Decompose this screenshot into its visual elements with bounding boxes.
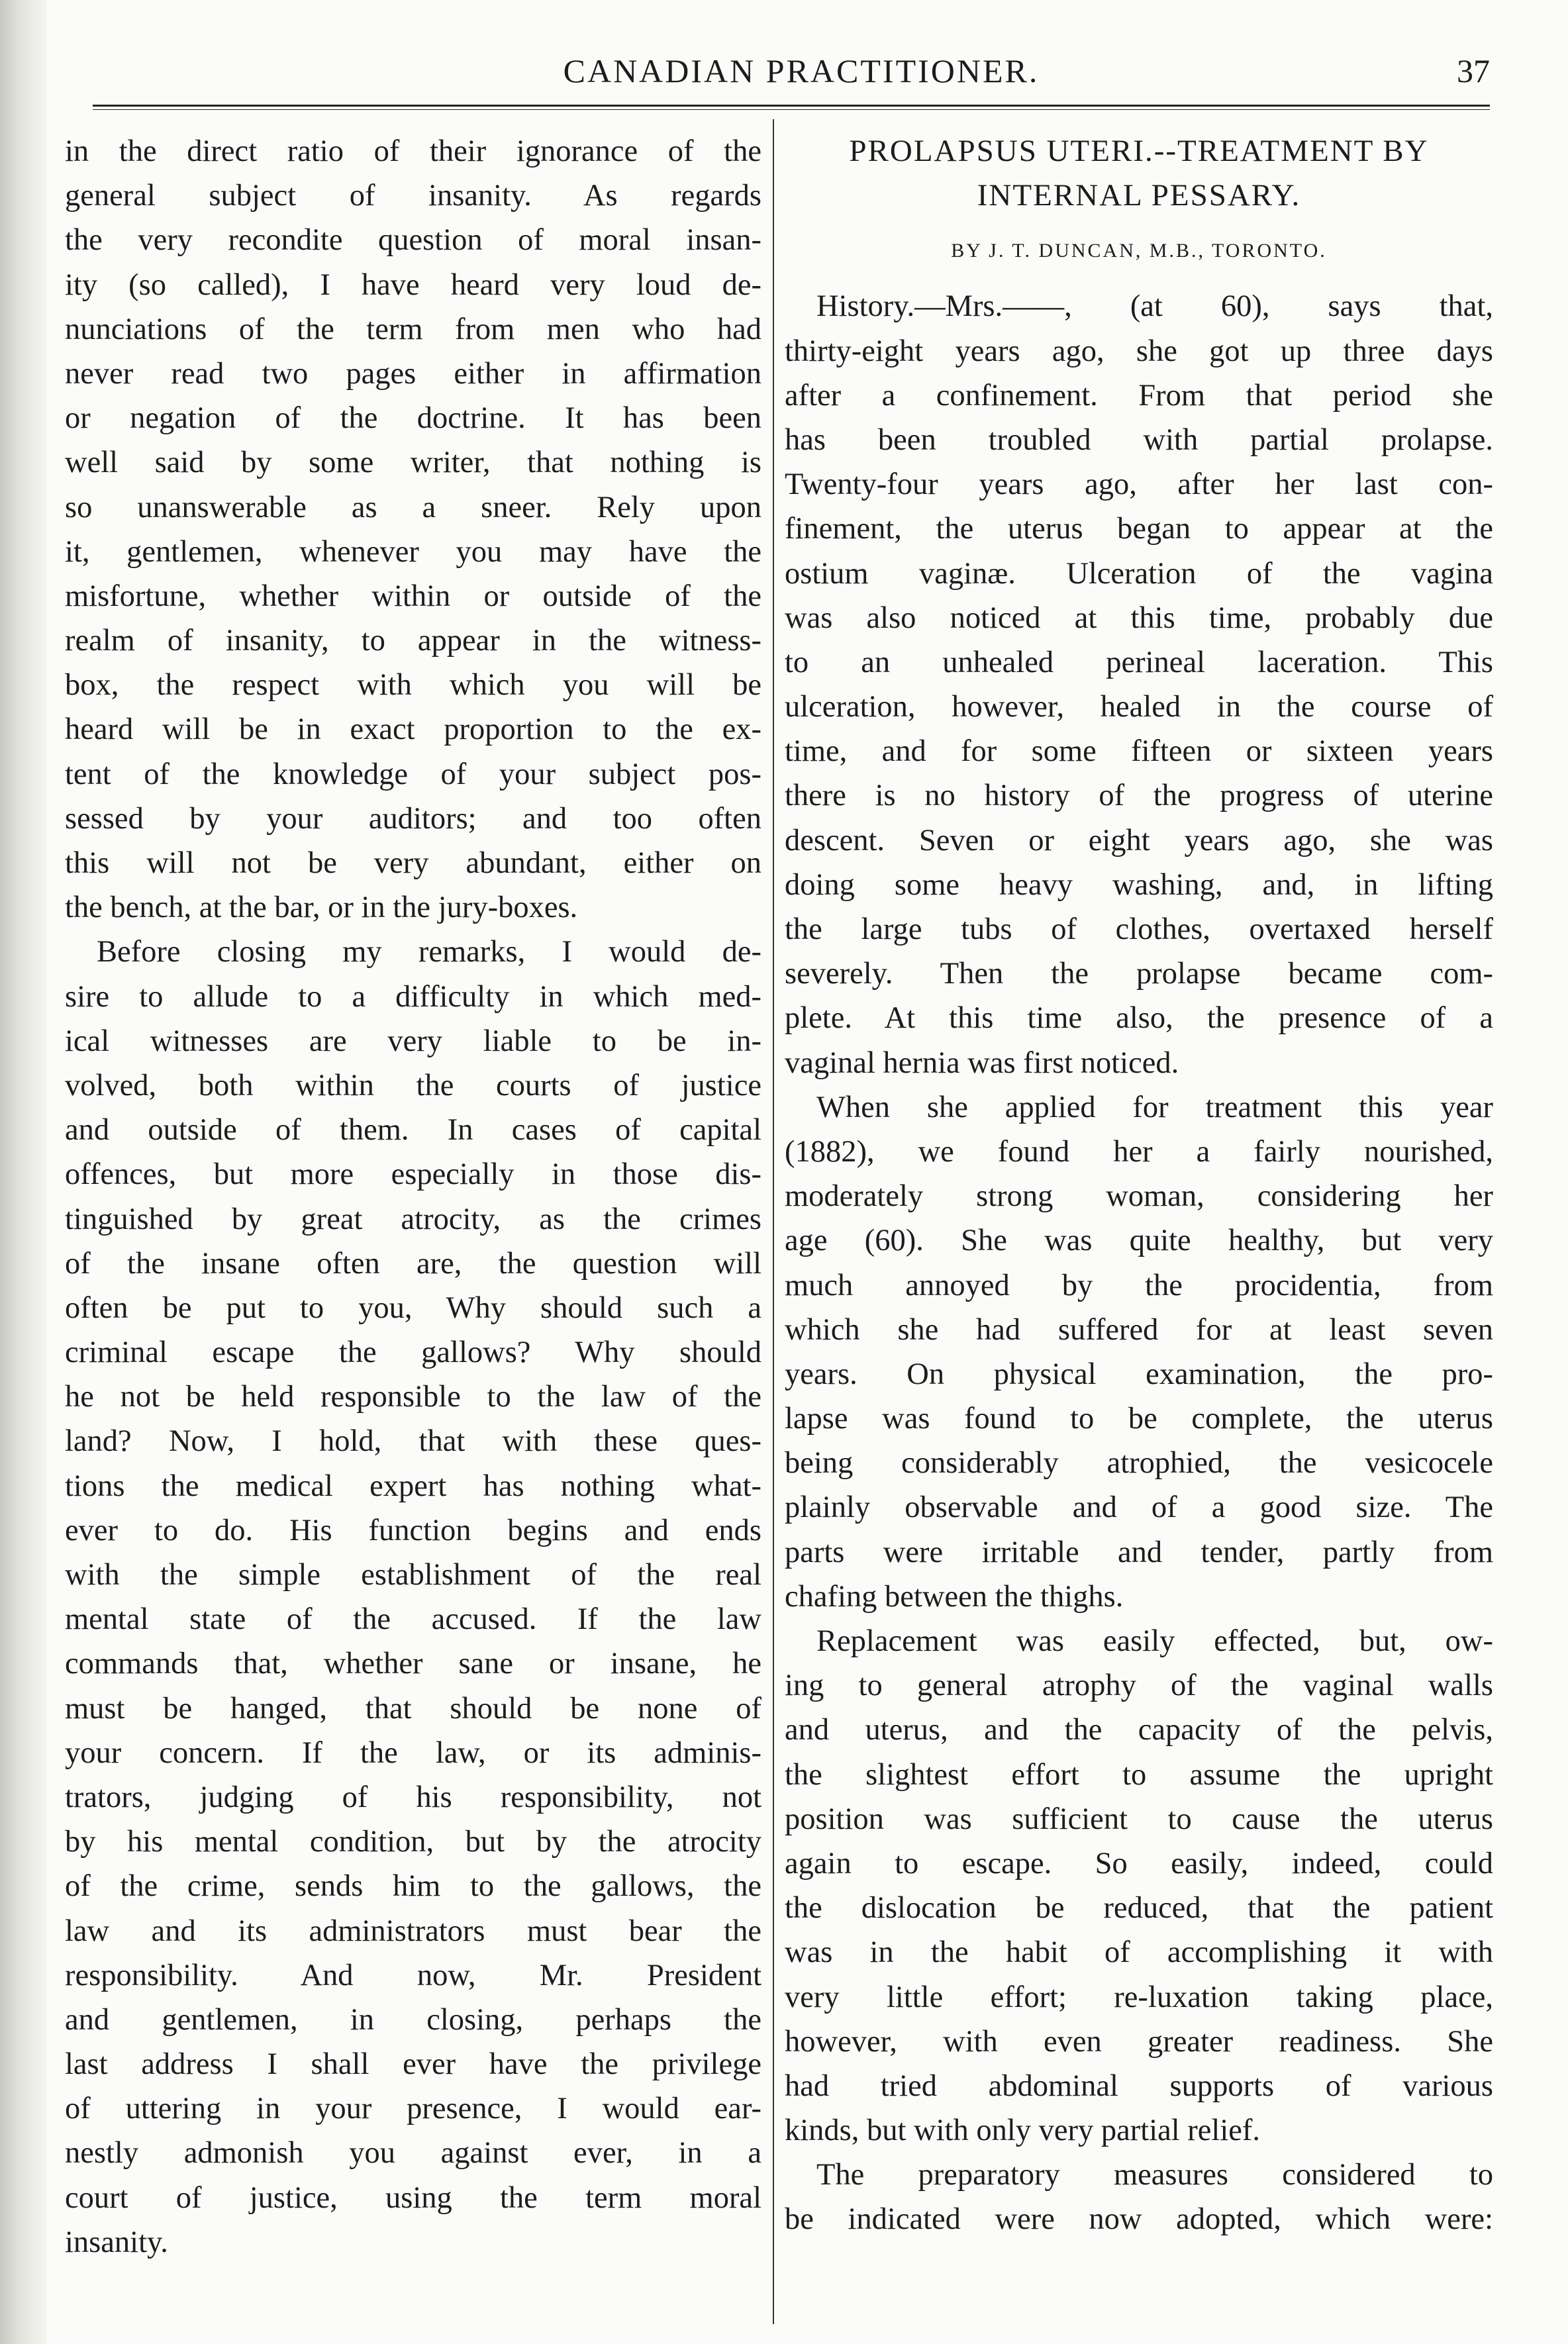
text-line: nestly admonish you against ever, in a	[65, 2136, 761, 2171]
text-line: Replacement was easily effected, but, ow-	[816, 1624, 1493, 1658]
text-line: never read two pages either in affirmation	[65, 356, 761, 391]
text-line: to an unhealed perineal laceration. This	[785, 645, 1493, 679]
text-line: has been troubled with partial prolapse.	[785, 422, 1493, 457]
article-title-line-2: INTERNAL PESSARY.	[977, 178, 1301, 213]
text-line: well said by some writer, that nothing is	[65, 446, 761, 480]
text-line: the dislocation be reduced, that the patient	[785, 1891, 1493, 1926]
text-line: ity (so called), I have heard very loud de-	[65, 268, 761, 302]
text-line: box, the respect with which you will be	[65, 668, 761, 703]
text-line: thirty-eight years ago, she got up three days	[785, 334, 1493, 368]
text-line: plete. At this time also, the presence of a	[785, 1001, 1493, 1036]
text-line: The preparatory measures considered to	[816, 2158, 1493, 2192]
text-line: nunciations of the term from men who had	[65, 312, 761, 346]
text-line: be indicated were now adopted, which were:	[785, 2202, 1493, 2237]
text-line: offences, but more especially in those dis-	[65, 1157, 761, 1192]
text-line: criminal escape the gallows? Why should	[65, 1336, 761, 1370]
text-line: must be hanged, that should be none of	[65, 1691, 761, 1726]
text-line: however, with even greater readiness. She	[785, 2024, 1493, 2059]
text-line: of the insane often are, the question will	[65, 1246, 761, 1281]
text-line: ostium vaginæ. Ulceration of the vagina	[785, 556, 1493, 591]
text-line: which she had suffered for at least seven	[785, 1312, 1493, 1347]
text-line: insanity.	[65, 2225, 168, 2259]
text-line: Before closing my remarks, I would de-	[97, 935, 761, 969]
text-line: so unanswerable as a sneer. Rely upon	[65, 490, 761, 524]
text-line: there is no history of the progress of uterine	[785, 779, 1493, 813]
text-line: court of justice, using the term moral	[65, 2180, 761, 2215]
text-line: years. On physical examination, the pro-	[785, 1357, 1493, 1391]
text-line: much annoyed by the procidentia, from	[785, 1268, 1493, 1302]
text-line: often be put to you, Why should such a	[65, 1291, 761, 1325]
text-line: parts were irritable and tender, partly from	[785, 1535, 1493, 1569]
text-line: and uterus, and the capacity of the pelvis,	[785, 1713, 1493, 1747]
text-line: lapse was found to be complete, the uterus	[785, 1402, 1493, 1436]
text-line: the very recondite question of moral insan-	[65, 223, 761, 258]
text-line: tinguished by great atrocity, as the crimes	[65, 1202, 761, 1236]
text-line: vaginal hernia was first noticed.	[785, 1046, 1179, 1080]
text-line: with the simple establishment of the real	[65, 1558, 761, 1592]
text-line: this will not be very abundant, either on	[65, 846, 761, 880]
text-line: age (60). She was quite healthy, but very	[785, 1224, 1493, 1258]
text-line: ever to do. His function begins and ends	[65, 1513, 761, 1547]
text-line: being considerably atrophied, the vesicocele	[785, 1446, 1493, 1481]
right-column	[785, 129, 1493, 2242]
text-line: the slightest effort to assume the upright	[785, 1757, 1493, 1792]
text-line: he not be held responsible to the law of the	[65, 1380, 761, 1414]
header-rule	[93, 105, 1490, 110]
text-line: land? Now, I hold, that with these ques-	[65, 1424, 761, 1459]
text-line: sessed by your auditors; and too often	[65, 801, 761, 836]
text-line: position was sufficient to cause the uterus	[785, 1802, 1493, 1836]
text-line: and gentlemen, in closing, perhaps the	[65, 2002, 761, 2037]
text-line: finement, the uterus began to appear at the	[785, 512, 1493, 546]
text-line: trators, judging of his responsibility, not	[65, 1780, 761, 1814]
text-line: moderately strong woman, considering her	[785, 1179, 1493, 1214]
text-line: When she applied for treatment this year	[816, 1090, 1493, 1124]
text-line: ical witnesses are very liable to be in-	[65, 1024, 761, 1058]
article-title-line-1: PROLAPSUS UTERI.--TREATMENT BY	[849, 134, 1429, 168]
text-line: the large tubs of clothes, overtaxed herself	[785, 912, 1493, 946]
text-line: time, and for some fifteen or sixteen years	[785, 734, 1493, 769]
text-line: your concern. If the law, or its adminis-	[65, 1735, 761, 1770]
text-line: mental state of the accused. If the law	[65, 1602, 761, 1637]
text-line: general subject of insanity. As regards	[65, 179, 761, 213]
text-line: doing some heavy washing, and, in lifting	[785, 867, 1493, 902]
text-line: plainly observable and of a good size. The	[785, 1490, 1493, 1525]
text-line: it, gentlemen, whenever you may have the	[65, 534, 761, 569]
text-line: of uttering in your presence, I would ear-	[65, 2092, 761, 2126]
text-line: chafing between the thighs.	[785, 1579, 1124, 1614]
text-line: was also noticed at this time, probably due	[785, 601, 1493, 635]
article-byline: BY J. T. DUNCAN, M.B., TORONTO.	[951, 240, 1327, 262]
text-line: tions the medical expert has nothing what-	[65, 1469, 761, 1503]
text-line: misfortune, whether within or outside of the	[65, 579, 761, 613]
page-number: 37	[1457, 52, 1490, 89]
running-title: CANADIAN PRACTITIONER.	[563, 52, 1040, 89]
text-line: Twenty-four years ago, after her last con-	[785, 467, 1493, 502]
text-line: realm of insanity, to appear in the witness-	[65, 624, 761, 658]
text-line: severely. Then the prolapse became com-	[785, 957, 1493, 991]
text-line: commands that, whether sane or insane, he	[65, 1647, 761, 1681]
text-line: History.—Mrs.——, (at 60), says that,	[816, 289, 1493, 324]
text-line: and outside of them. In cases of capital	[65, 1113, 761, 1148]
running-head	[113, 41, 1490, 101]
text-line: was in the habit of accomplishing it with	[785, 1935, 1493, 1970]
left-column	[65, 129, 761, 2265]
text-line: ing to general atrophy of the vaginal walls	[785, 1669, 1493, 1703]
text-line: very little effort; re-luxation taking place,	[785, 1980, 1493, 2014]
text-line: volved, both within the courts of justice	[65, 1068, 761, 1102]
text-line: or negation of the doctrine. It has been	[65, 401, 761, 436]
text-line: tent of the knowledge of your subject pos-	[65, 757, 761, 791]
text-line: heard will be in exact proportion to the ex-	[65, 712, 761, 747]
text-line: sire to allude to a difficulty in which med-	[65, 979, 761, 1014]
text-line: ulceration, however, healed in the course of	[785, 690, 1493, 724]
text-line: again to escape. So easily, indeed, could	[785, 1846, 1493, 1880]
text-line: by his mental condition, but by the atrocity	[65, 1825, 761, 1859]
text-line: descent. Seven or eight years ago, she was	[785, 823, 1493, 857]
text-line: responsibility. And now, Mr. President	[65, 1958, 761, 1992]
text-line: of the crime, sends him to the gallows, the	[65, 1869, 761, 1904]
text-line: kinds, but with only very partial relief.	[785, 2114, 1261, 2148]
binding-edge	[0, 0, 46, 2344]
text-line: the bench, at the bar, or in the jury-boxes.	[65, 891, 578, 925]
text-line: after a confinement. From that period she	[785, 378, 1493, 413]
text-line: in the direct ratio of their ignorance of the	[65, 134, 761, 168]
column-divider	[773, 119, 774, 2324]
text-line: law and its administrators must bear the	[65, 1914, 761, 1948]
text-line: had tried abdominal supports of various	[785, 2069, 1493, 2103]
text-line: (1882), we found her a fairly nourished,	[785, 1134, 1493, 1169]
text-line: last address I shall ever have the privilege	[65, 2047, 761, 2082]
